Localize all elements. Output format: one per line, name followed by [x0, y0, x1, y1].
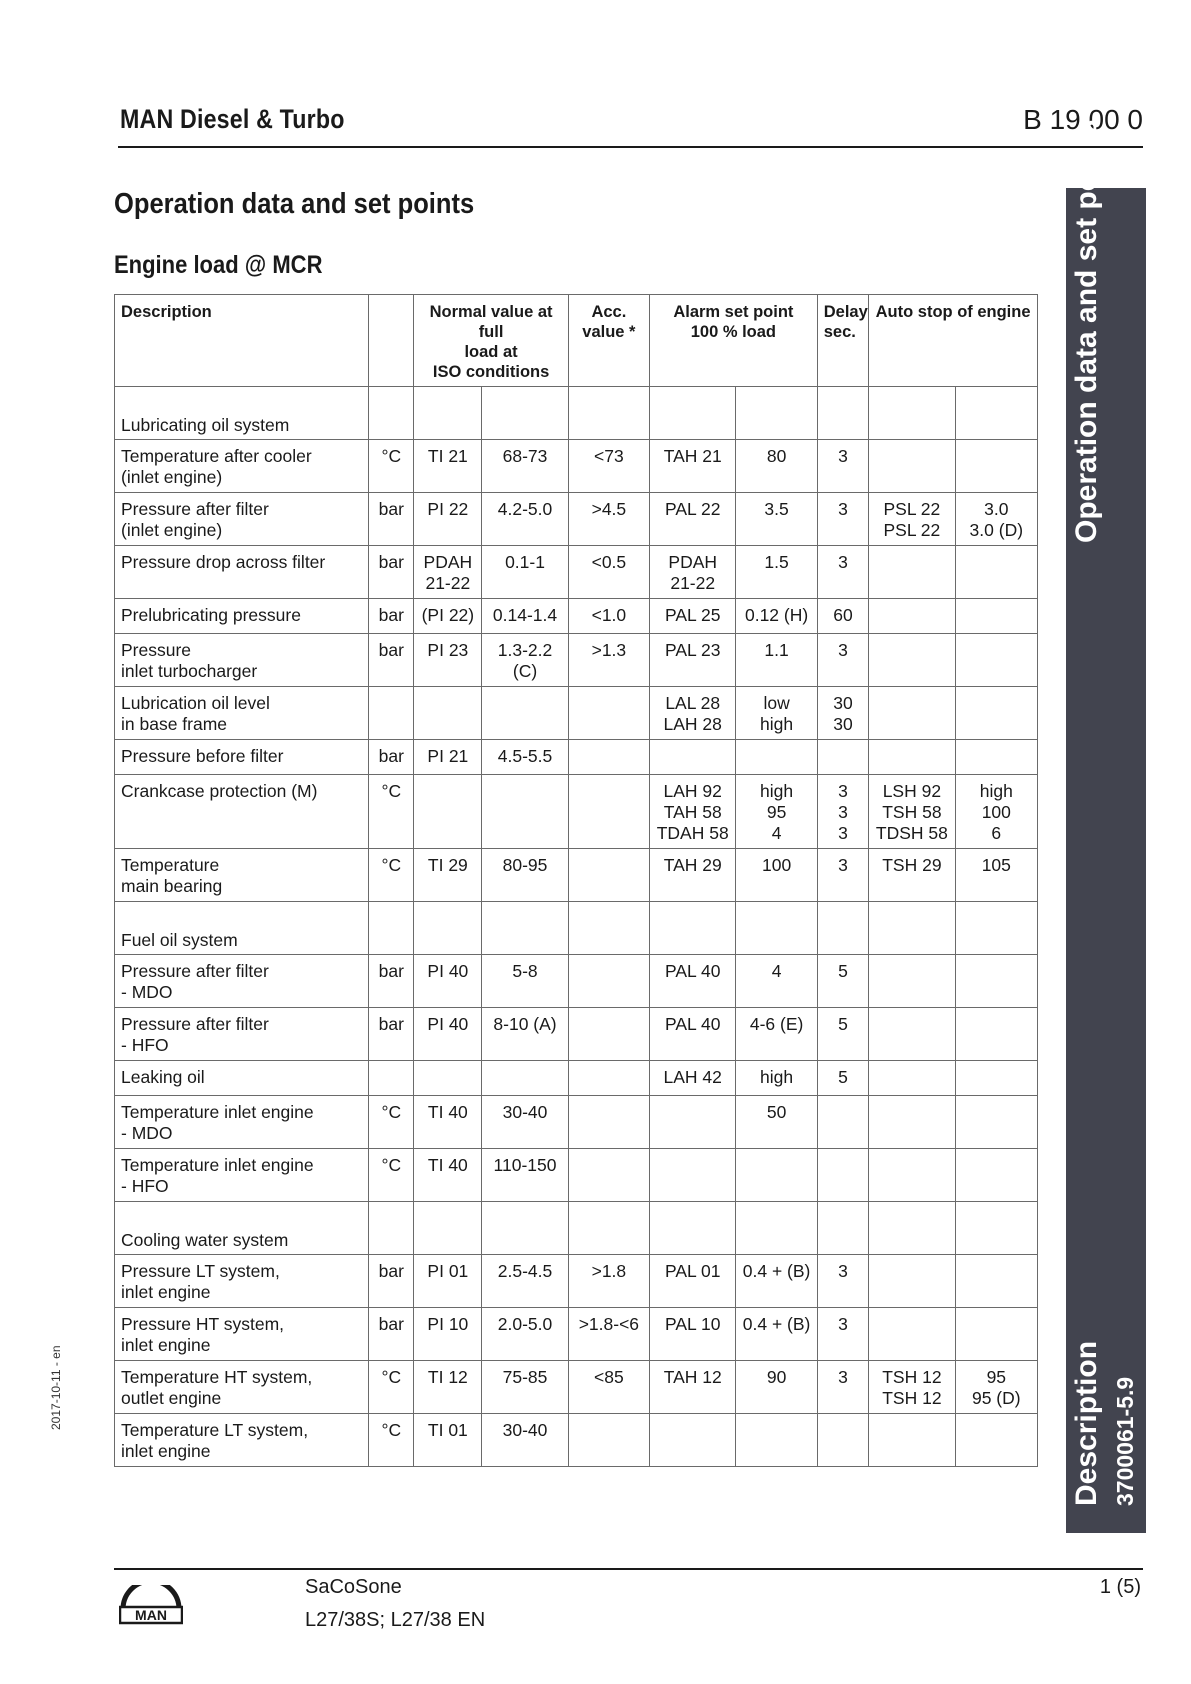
set-points-table: [114, 294, 1038, 1467]
cell-alarm-value: 3.5: [736, 493, 817, 546]
cell-description: Temperature LT system, inlet engine: [115, 1414, 369, 1467]
cell-alarm-tag: [650, 1149, 736, 1202]
empty-cell: [650, 1202, 736, 1255]
empty-cell: [817, 387, 868, 440]
header-alarm-set-point: Alarm set point 100 % load: [650, 295, 818, 387]
cell-acc-value: [568, 1149, 649, 1202]
cell-stop-tag: [869, 1008, 955, 1061]
cell-acc-value: <85: [568, 1361, 649, 1414]
empty-cell: [414, 387, 482, 440]
cell-alarm-tag: PAL 22: [650, 493, 736, 546]
cell-description: Leaking oil: [115, 1061, 369, 1096]
table-row: [115, 1414, 1038, 1467]
table-row: [115, 1008, 1038, 1061]
date-stamp: 2017-10-11 - en: [49, 1345, 63, 1430]
table-row: [115, 1149, 1038, 1202]
table-row: [115, 1096, 1038, 1149]
page-number: 1 (5): [1099, 1576, 1141, 1598]
empty-cell: [369, 387, 414, 440]
cell-alarm-tag: [650, 1414, 736, 1467]
cell-stop-value: [955, 1414, 1037, 1467]
cell-stop-tag: TSH 12 TSH 12: [869, 1361, 955, 1414]
cell-normal-tag: TI 40: [414, 1096, 482, 1149]
empty-cell: [568, 387, 649, 440]
cell-alarm-tag: PAL 23: [650, 634, 736, 687]
cell-delay: [817, 1414, 868, 1467]
cell-description: Temperature after cooler (inlet engine): [115, 440, 369, 493]
cell-normal-tag: TI 29: [414, 849, 482, 902]
cell-unit: °C: [369, 1361, 414, 1414]
cell-stop-value: [955, 1255, 1037, 1308]
cell-acc-value: >1.8-<6: [568, 1308, 649, 1361]
cell-delay: 3: [817, 440, 868, 493]
cell-unit: bar: [369, 493, 414, 546]
cell-normal-tag: PI 23: [414, 634, 482, 687]
cell-description: Pressure inlet turbocharger: [115, 634, 369, 687]
cell-normal-value: 68-73: [482, 440, 568, 493]
cell-stop-tag: [869, 634, 955, 687]
cell-normal-tag: [414, 775, 482, 849]
cell-normal-tag: PI 10: [414, 1308, 482, 1361]
empty-cell: [869, 902, 955, 955]
cell-delay: 3: [817, 1361, 868, 1414]
section-row: [115, 1202, 1038, 1255]
empty-cell: [414, 902, 482, 955]
cell-unit: [369, 687, 414, 740]
cell-normal-tag: PI 22: [414, 493, 482, 546]
empty-cell: [955, 387, 1037, 440]
cell-normal-tag: PI 01: [414, 1255, 482, 1308]
cell-alarm-value: 100: [736, 849, 817, 902]
cell-stop-tag: [869, 1308, 955, 1361]
cell-normal-value: [482, 687, 568, 740]
table-body: [115, 387, 1038, 1467]
header-delay: Delay sec.: [817, 295, 868, 387]
cell-normal-value: 2.0-5.0: [482, 1308, 568, 1361]
cell-alarm-tag: TAH 29: [650, 849, 736, 902]
cell-normal-tag: TI 12: [414, 1361, 482, 1414]
table-row: [115, 955, 1038, 1008]
empty-cell: [869, 387, 955, 440]
cell-normal-tag: TI 01: [414, 1414, 482, 1467]
cell-description: Temperature inlet engine - HFO: [115, 1149, 369, 1202]
cell-description: Pressure after filter - HFO: [115, 1008, 369, 1061]
document-code: B 19 00 0: [1023, 104, 1143, 135]
cell-unit: °C: [369, 775, 414, 849]
cell-normal-value: 5-8: [482, 955, 568, 1008]
section-title: Lubricating oil system: [115, 387, 369, 440]
empty-cell: [736, 387, 817, 440]
table-row: [115, 440, 1038, 493]
cell-stop-tag: [869, 1255, 955, 1308]
cell-unit: °C: [369, 1149, 414, 1202]
table-row: [115, 599, 1038, 634]
cell-normal-value: 0.14-1.4: [482, 599, 568, 634]
empty-cell: [817, 1202, 868, 1255]
cell-unit: bar: [369, 955, 414, 1008]
empty-cell: [955, 902, 1037, 955]
table-row: [115, 849, 1038, 902]
cell-stop-tag: [869, 1096, 955, 1149]
cell-alarm-value: high: [736, 1061, 817, 1096]
page-title: Operation data and set points: [114, 188, 475, 220]
cell-normal-value: 1.3-2.2 (C): [482, 634, 568, 687]
cell-normal-value: 0.1-1: [482, 546, 568, 599]
cell-normal-tag: (PI 22): [414, 599, 482, 634]
table-row: [115, 634, 1038, 687]
cell-alarm-tag: PAL 10: [650, 1308, 736, 1361]
cell-stop-value: [955, 955, 1037, 1008]
cell-stop-tag: [869, 546, 955, 599]
empty-cell: [414, 1202, 482, 1255]
cell-alarm-value: 1.5: [736, 546, 817, 599]
cell-normal-tag: [414, 687, 482, 740]
cell-acc-value: [568, 1008, 649, 1061]
page-header: [118, 100, 1143, 148]
cell-stop-value: [955, 1308, 1037, 1361]
cell-stop-tag: TSH 29: [869, 849, 955, 902]
cell-alarm-value: 90: [736, 1361, 817, 1414]
cell-delay: 3: [817, 634, 868, 687]
cell-alarm-value: [736, 740, 817, 775]
cell-stop-value: [955, 1008, 1037, 1061]
empty-cell: [736, 1202, 817, 1255]
empty-cell: [482, 1202, 568, 1255]
cell-alarm-value: 4-6 (E): [736, 1008, 817, 1061]
cell-acc-value: [568, 955, 649, 1008]
cell-delay: 5: [817, 955, 868, 1008]
cell-alarm-value: 0.12 (H): [736, 599, 817, 634]
cell-delay: 3: [817, 1308, 868, 1361]
cell-acc-value: >1.3: [568, 634, 649, 687]
cell-normal-value: 75-85: [482, 1361, 568, 1414]
empty-cell: [568, 1202, 649, 1255]
cell-delay: [817, 1096, 868, 1149]
cell-stop-tag: [869, 1149, 955, 1202]
cell-normal-value: [482, 775, 568, 849]
man-logo: [119, 1585, 183, 1625]
table-row: [115, 1361, 1038, 1414]
cell-normal-value: 30-40: [482, 1096, 568, 1149]
empty-cell: [568, 902, 649, 955]
cell-acc-value: [568, 740, 649, 775]
header-normal-value: Normal value at full load at ISO conditions: [414, 295, 568, 387]
cell-alarm-tag: [650, 740, 736, 775]
cell-alarm-tag: LAH 42: [650, 1061, 736, 1096]
cell-description: Pressure LT system, inlet engine: [115, 1255, 369, 1308]
cell-delay: 5: [817, 1008, 868, 1061]
cell-alarm-tag: LAL 28 LAH 28: [650, 687, 736, 740]
empty-cell: [736, 902, 817, 955]
cell-delay: 3: [817, 546, 868, 599]
cell-normal-tag: TI 21: [414, 440, 482, 493]
cell-alarm-tag: PAL 25: [650, 599, 736, 634]
cell-stop-value: [955, 687, 1037, 740]
cell-description: Pressure before filter: [115, 740, 369, 775]
table-header-row: [115, 295, 1038, 387]
company-name: MAN Diesel & Turbo: [120, 104, 345, 134]
cell-delay: 3: [817, 849, 868, 902]
cell-normal-tag: PI 40: [414, 1008, 482, 1061]
cell-normal-tag: [414, 1061, 482, 1096]
section-row: [115, 387, 1038, 440]
cell-unit: bar: [369, 1308, 414, 1361]
side-tab-doc-number: 3700061-5.9: [1112, 1376, 1138, 1506]
cell-description: Temperature inlet engine - MDO: [115, 1096, 369, 1149]
cell-acc-value: <0.5: [568, 546, 649, 599]
footer-model: L27/38S; L27/38 EN: [305, 1609, 486, 1631]
cell-normal-tag: PI 40: [414, 955, 482, 1008]
table-row: [115, 546, 1038, 599]
cell-stop-value: 95 95 (D): [955, 1361, 1037, 1414]
cell-acc-value: >1.8: [568, 1255, 649, 1308]
cell-description: Lubrication oil level in base frame: [115, 687, 369, 740]
cell-delay: [817, 740, 868, 775]
cell-delay: 60: [817, 599, 868, 634]
cell-acc-value: <1.0: [568, 599, 649, 634]
cell-stop-value: high 100 6: [955, 775, 1037, 849]
cell-unit: bar: [369, 740, 414, 775]
footer-product: SaCoSone: [305, 1576, 402, 1598]
cell-description: Temperature main bearing: [115, 849, 369, 902]
section-row: [115, 902, 1038, 955]
cell-alarm-value: low high: [736, 687, 817, 740]
cell-stop-tag: PSL 22 PSL 22: [869, 493, 955, 546]
header-unit: [369, 295, 414, 387]
cell-stop-value: [955, 440, 1037, 493]
logo-text: MAN: [135, 1607, 167, 1623]
table-row: [115, 1255, 1038, 1308]
cell-stop-value: [955, 634, 1037, 687]
cell-acc-value: [568, 1096, 649, 1149]
cell-normal-tag: TI 40: [414, 1149, 482, 1202]
cell-acc-value: [568, 775, 649, 849]
header-acc-value: Acc. value *: [568, 295, 649, 387]
cell-normal-value: 2.5-4.5: [482, 1255, 568, 1308]
cell-alarm-value: [736, 1149, 817, 1202]
cell-stop-tag: [869, 1061, 955, 1096]
cell-delay: 5: [817, 1061, 868, 1096]
empty-cell: [369, 1202, 414, 1255]
cell-delay: 3: [817, 493, 868, 546]
cell-alarm-tag: TAH 21: [650, 440, 736, 493]
cell-stop-tag: [869, 1414, 955, 1467]
cell-unit: bar: [369, 1255, 414, 1308]
cell-stop-tag: [869, 955, 955, 1008]
cell-alarm-value: 80: [736, 440, 817, 493]
cell-stop-tag: LSH 92 TSH 58 TDSH 58: [869, 775, 955, 849]
cell-unit: bar: [369, 634, 414, 687]
cell-description: Pressure HT system, inlet engine: [115, 1308, 369, 1361]
empty-cell: [650, 902, 736, 955]
cell-normal-value: 4.5-5.5: [482, 740, 568, 775]
cell-normal-tag: PDAH 21-22: [414, 546, 482, 599]
cell-stop-value: [955, 740, 1037, 775]
cell-stop-tag: [869, 740, 955, 775]
cell-description: Crankcase protection (M): [115, 775, 369, 849]
empty-cell: [482, 902, 568, 955]
cell-stop-value: 3.0 3.0 (D): [955, 493, 1037, 546]
empty-cell: [869, 1202, 955, 1255]
cell-unit: °C: [369, 849, 414, 902]
footer-divider: [114, 1568, 1143, 1570]
empty-cell: [369, 902, 414, 955]
cell-unit: [369, 1061, 414, 1096]
cell-stop-value: [955, 546, 1037, 599]
cell-normal-value: 110-150: [482, 1149, 568, 1202]
cell-unit: °C: [369, 1414, 414, 1467]
cell-unit: °C: [369, 1096, 414, 1149]
cell-alarm-tag: LAH 92 TAH 58 TDAH 58: [650, 775, 736, 849]
empty-cell: [482, 387, 568, 440]
cell-alarm-tag: TAH 12: [650, 1361, 736, 1414]
side-tab: [1066, 119, 1146, 1533]
empty-cell: [955, 1202, 1037, 1255]
cell-stop-value: [955, 1061, 1037, 1096]
cell-alarm-value: 0.4 + (B): [736, 1255, 817, 1308]
cell-unit: bar: [369, 1008, 414, 1061]
cell-stop-value: [955, 1149, 1037, 1202]
cell-alarm-tag: [650, 1096, 736, 1149]
cell-unit: °C: [369, 440, 414, 493]
cell-acc-value: <73: [568, 440, 649, 493]
empty-cell: [817, 902, 868, 955]
cell-alarm-value: 4: [736, 955, 817, 1008]
table-row: [115, 1308, 1038, 1361]
cell-alarm-tag: PAL 40: [650, 1008, 736, 1061]
cell-delay: [817, 1149, 868, 1202]
table-row: [115, 1061, 1038, 1096]
cell-acc-value: [568, 687, 649, 740]
cell-description: Pressure drop across filter: [115, 546, 369, 599]
cell-alarm-tag: PAL 40: [650, 955, 736, 1008]
cell-acc-value: >4.5: [568, 493, 649, 546]
cell-normal-value: 30-40: [482, 1414, 568, 1467]
cell-unit: bar: [369, 599, 414, 634]
cell-acc-value: [568, 1414, 649, 1467]
table-row: [115, 740, 1038, 775]
cell-stop-tag: [869, 687, 955, 740]
section-title: Fuel oil system: [115, 902, 369, 955]
cell-acc-value: [568, 849, 649, 902]
cell-unit: bar: [369, 546, 414, 599]
side-tab-section: Description: [1070, 1340, 1103, 1506]
cell-stop-tag: [869, 599, 955, 634]
cell-stop-value: [955, 599, 1037, 634]
table-row: [115, 493, 1038, 546]
cell-normal-value: [482, 1061, 568, 1096]
cell-stop-tag: [869, 440, 955, 493]
cell-alarm-value: [736, 1414, 817, 1467]
cell-delay: 3 3 3: [817, 775, 868, 849]
section-subtitle: Engine load @ MCR: [114, 251, 323, 279]
table-row: [115, 775, 1038, 849]
cell-alarm-tag: PDAH 21-22: [650, 546, 736, 599]
empty-cell: [650, 387, 736, 440]
cell-normal-tag: PI 21: [414, 740, 482, 775]
cell-description: Prelubricating pressure: [115, 599, 369, 634]
cell-alarm-tag: PAL 01: [650, 1255, 736, 1308]
cell-description: Pressure after filter - MDO: [115, 955, 369, 1008]
cell-description: Temperature HT system, outlet engine: [115, 1361, 369, 1414]
cell-acc-value: [568, 1061, 649, 1096]
cell-delay: 3: [817, 1255, 868, 1308]
cell-normal-value: 8-10 (A): [482, 1008, 568, 1061]
cell-alarm-value: 0.4 + (B): [736, 1308, 817, 1361]
cell-stop-value: [955, 1096, 1037, 1149]
cell-stop-value: 105: [955, 849, 1037, 902]
cell-description: Pressure after filter (inlet engine): [115, 493, 369, 546]
cell-alarm-value: high 95 4: [736, 775, 817, 849]
table-row: [115, 687, 1038, 740]
cell-normal-value: 80-95: [482, 849, 568, 902]
section-title: Cooling water system: [115, 1202, 369, 1255]
cell-alarm-value: 1.1: [736, 634, 817, 687]
cell-alarm-value: 50: [736, 1096, 817, 1149]
header-auto-stop: Auto stop of engine: [869, 295, 1038, 387]
cell-normal-value: 4.2-5.0: [482, 493, 568, 546]
header-description: Description: [115, 295, 369, 387]
cell-delay: 30 30: [817, 687, 868, 740]
side-tab-title: Operation data and set points: [1070, 119, 1103, 543]
